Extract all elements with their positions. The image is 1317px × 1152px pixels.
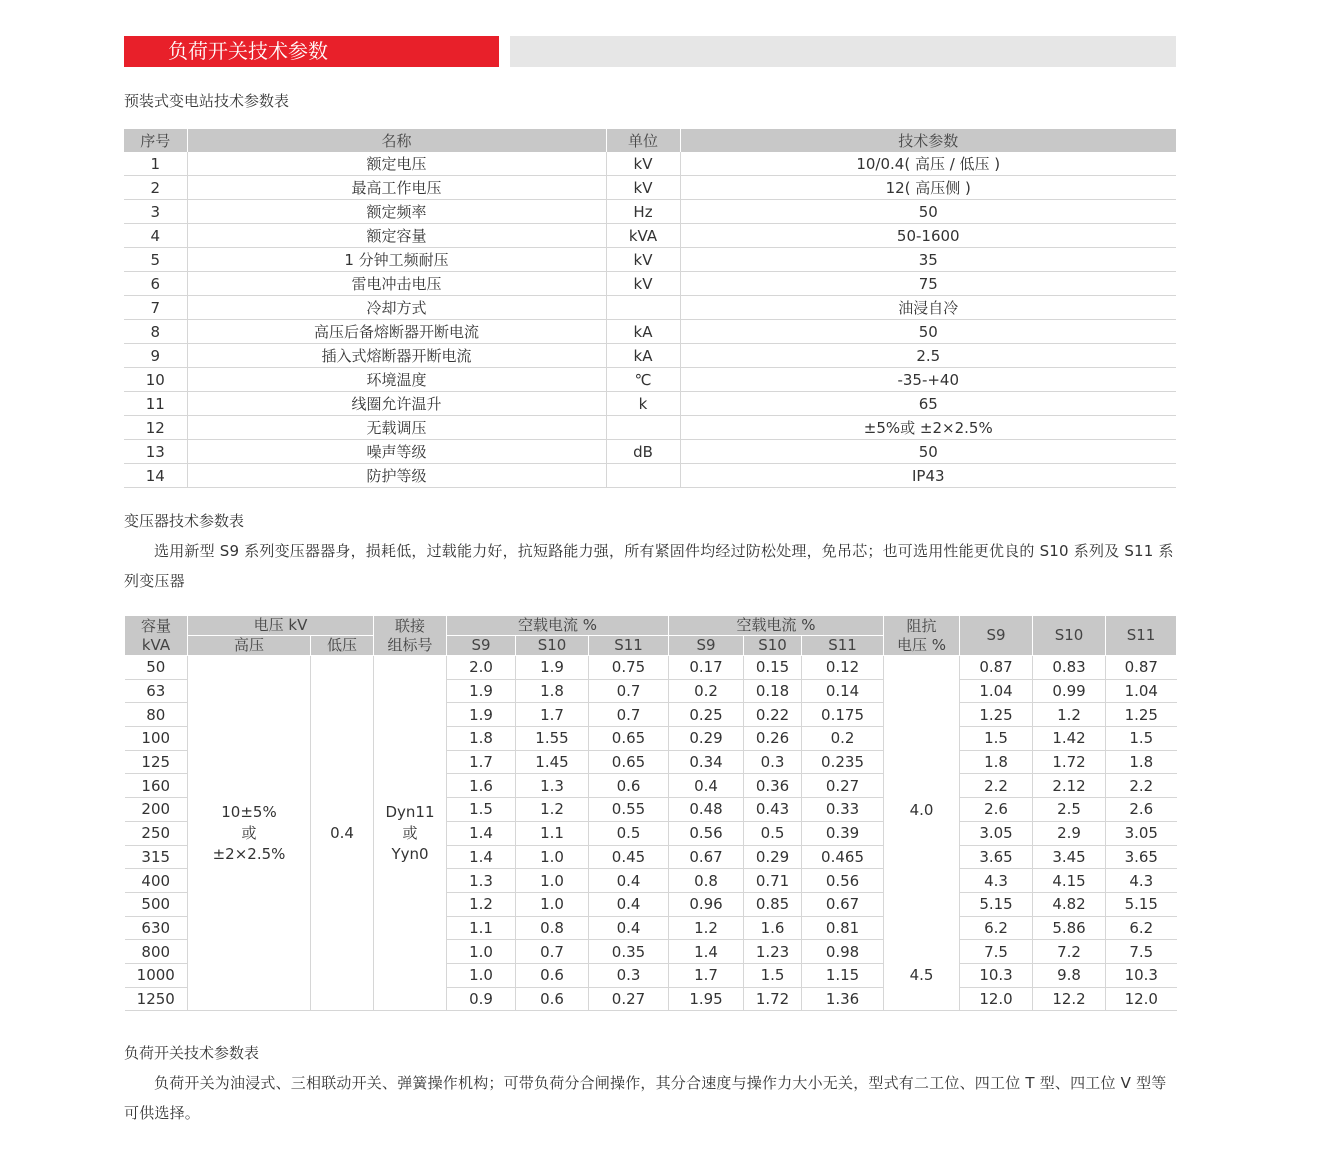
- cell-noload-a-s11: 0.5: [589, 821, 669, 845]
- row-value: 50: [680, 320, 1176, 344]
- noload-a-s9-header: S9: [447, 636, 516, 656]
- cell-noload-b-s10: 0.26: [744, 727, 802, 751]
- cell-noload-a-s9: 1.4: [447, 845, 516, 869]
- cell-noload-b-s9: 0.4: [669, 774, 744, 798]
- row-index: 8: [124, 320, 187, 344]
- capacity-header-line2: kVA: [141, 635, 171, 654]
- cell-noload-a-s11: 0.6: [589, 774, 669, 798]
- cell-s11: 1.25: [1106, 703, 1177, 727]
- transformer-spec-table: [124, 615, 1177, 1011]
- cell-noload-a-s11: 0.4: [589, 869, 669, 893]
- cell-s9: 5.15: [960, 892, 1033, 916]
- cell-capacity: 50: [125, 656, 188, 680]
- impedance-merged-cell-a: 4.0: [884, 656, 960, 964]
- cell-noload-a-s9: 1.2: [447, 892, 516, 916]
- cell-noload-b-s10: 1.6: [744, 916, 802, 940]
- cell-noload-a-s11: 0.45: [589, 845, 669, 869]
- row-name: 噪声等级: [187, 440, 606, 464]
- row-name: 高压后备熔断器开断电流: [187, 320, 606, 344]
- cell-noload-a-s10: 1.1: [516, 821, 589, 845]
- cell-noload-a-s9: 1.0: [447, 963, 516, 987]
- cell-noload-b-s9: 0.2: [669, 679, 744, 703]
- row-index: 2: [124, 176, 187, 200]
- cell-noload-a-s11: 0.75: [589, 656, 669, 680]
- cell-capacity: 250: [125, 821, 188, 845]
- row-value: 35: [680, 248, 1176, 272]
- cell-noload-b-s9: 0.34: [669, 750, 744, 774]
- cell-noload-a-s11: 0.35: [589, 940, 669, 964]
- cell-s10: 0.99: [1033, 679, 1106, 703]
- cell-s11: 12.0: [1106, 987, 1177, 1011]
- cell-noload-b-s11: 0.465: [802, 845, 884, 869]
- group-header-line1: 联接: [394, 616, 425, 635]
- cell-noload-b-s9: 1.7: [669, 963, 744, 987]
- cell-noload-a-s11: 0.3: [589, 963, 669, 987]
- spec-table-body: [124, 152, 1176, 488]
- row-unit: k: [606, 392, 680, 416]
- row-value: 50: [680, 200, 1176, 224]
- cell-capacity: 100: [125, 727, 188, 751]
- row-index: 4: [124, 224, 187, 248]
- cell-noload-a-s9: 1.1: [447, 916, 516, 940]
- row-index: 3: [124, 200, 187, 224]
- table-row: [124, 368, 1176, 392]
- cell-noload-b-s11: 0.81: [802, 916, 884, 940]
- impedance-merged-cell-b: 4.5: [884, 963, 960, 1010]
- cell-noload-b-s9: 0.29: [669, 727, 744, 751]
- row-name: 最高工作电压: [187, 176, 606, 200]
- cell-noload-b-s11: 0.2: [802, 727, 884, 751]
- cell-noload-a-s10: 1.7: [516, 703, 589, 727]
- row-unit: kA: [606, 320, 680, 344]
- cell-noload-b-s9: 0.25: [669, 703, 744, 727]
- s11-header: S11: [1106, 616, 1177, 656]
- cell-noload-b-s10: 1.72: [744, 987, 802, 1011]
- high-voltage-line-1: 10±5%: [221, 802, 277, 821]
- substation-spec-table: [124, 129, 1176, 488]
- cell-s10: 7.2: [1033, 940, 1106, 964]
- cell-noload-a-s11: 0.65: [589, 750, 669, 774]
- row-value: 12( 高压侧 ): [680, 176, 1176, 200]
- impedance-header-line2: 电压 %: [897, 635, 947, 654]
- cell-noload-b-s11: 0.56: [802, 869, 884, 893]
- cell-noload-b-s10: 0.3: [744, 750, 802, 774]
- cell-s11: 4.3: [1106, 869, 1177, 893]
- cell-s10: 9.8: [1033, 963, 1106, 987]
- row-index: 9: [124, 344, 187, 368]
- cell-noload-a-s9: 1.5: [447, 798, 516, 822]
- row-name: 额定电压: [187, 152, 606, 176]
- cell-noload-b-s11: 0.175: [802, 703, 884, 727]
- high-voltage-merged-cell: [188, 656, 311, 1011]
- cell-noload-a-s11: 0.7: [589, 703, 669, 727]
- cell-s10: 3.45: [1033, 845, 1106, 869]
- cell-noload-b-s10: 0.5: [744, 821, 802, 845]
- cell-capacity: 1000: [125, 963, 188, 987]
- cell-noload-a-s9: 1.0: [447, 940, 516, 964]
- connection-group-line-2: 或: [402, 823, 418, 842]
- row-index: 1: [124, 152, 187, 176]
- cell-noload-a-s10: 1.8: [516, 679, 589, 703]
- cell-noload-b-s9: 0.56: [669, 821, 744, 845]
- cell-s10: 2.12: [1033, 774, 1106, 798]
- cell-noload-a-s10: 1.0: [516, 892, 589, 916]
- high-voltage-header: 高压: [188, 636, 311, 656]
- row-name: 额定频率: [187, 200, 606, 224]
- section-title: 负荷开关技术参数: [168, 39, 328, 63]
- s10-header: S10: [1033, 616, 1106, 656]
- row-index: 12: [124, 416, 187, 440]
- cell-s10: 2.5: [1033, 798, 1106, 822]
- row-unit: [606, 296, 680, 320]
- cell-s10: 4.82: [1033, 892, 1106, 916]
- row-value: 50: [680, 440, 1176, 464]
- cell-noload-a-s10: 0.6: [516, 963, 589, 987]
- high-voltage-line-2: 或: [241, 823, 257, 842]
- cell-noload-b-s9: 0.67: [669, 845, 744, 869]
- connection-group-line-1: Dyn11: [385, 802, 435, 821]
- row-unit: [606, 416, 680, 440]
- cell-noload-b-s10: 1.23: [744, 940, 802, 964]
- cell-s11: 0.87: [1106, 656, 1177, 680]
- voltage-header: 电压 kV: [188, 616, 374, 636]
- cell-noload-b-s10: 0.29: [744, 845, 802, 869]
- table-row: [124, 176, 1176, 200]
- cell-noload-b-s9: 0.17: [669, 656, 744, 680]
- row-unit: Hz: [606, 200, 680, 224]
- cell-noload-a-s10: 0.6: [516, 987, 589, 1011]
- row-unit: kV: [606, 248, 680, 272]
- cell-s9: 1.5: [960, 727, 1033, 751]
- cell-noload-b-s11: 0.33: [802, 798, 884, 822]
- cell-s10: 1.42: [1033, 727, 1106, 751]
- row-index: 10: [124, 368, 187, 392]
- row-name: 环境温度: [187, 368, 606, 392]
- cell-s11: 7.5: [1106, 940, 1177, 964]
- cell-s10: 0.83: [1033, 656, 1106, 680]
- cell-noload-b-s10: 0.36: [744, 774, 802, 798]
- cell-capacity: 800: [125, 940, 188, 964]
- cell-noload-b-s9: 1.4: [669, 940, 744, 964]
- row-name: 插入式熔断器开断电流: [187, 344, 606, 368]
- cell-noload-a-s9: 1.3: [447, 869, 516, 893]
- cell-capacity: 80: [125, 703, 188, 727]
- cell-capacity: 400: [125, 869, 188, 893]
- col-header-unit: 单位: [606, 129, 680, 152]
- cell-noload-b-s10: 0.71: [744, 869, 802, 893]
- cell-s10: 1.72: [1033, 750, 1106, 774]
- cell-capacity: 125: [125, 750, 188, 774]
- row-value: -35-+40: [680, 368, 1176, 392]
- group-header: [374, 616, 447, 656]
- section-header: [124, 36, 1176, 67]
- cell-noload-a-s9: 1.6: [447, 774, 516, 798]
- trans-header-row-1: [125, 616, 1177, 636]
- noload-a-s10-header: S10: [516, 636, 589, 656]
- cell-capacity: 160: [125, 774, 188, 798]
- row-value: 50-1600: [680, 224, 1176, 248]
- cell-s9: 10.3: [960, 963, 1033, 987]
- cell-s9: 4.3: [960, 869, 1033, 893]
- cell-s9: 3.65: [960, 845, 1033, 869]
- cell-capacity: 200: [125, 798, 188, 822]
- cell-capacity: 63: [125, 679, 188, 703]
- cell-s9: 1.25: [960, 703, 1033, 727]
- cell-noload-b-s11: 0.235: [802, 750, 884, 774]
- cell-s11: 6.2: [1106, 916, 1177, 940]
- cell-s11: 1.04: [1106, 679, 1177, 703]
- row-value: 油浸自冷: [680, 296, 1176, 320]
- row-index: 14: [124, 464, 187, 488]
- cell-s9: 1.04: [960, 679, 1033, 703]
- cell-s11: 10.3: [1106, 963, 1177, 987]
- table-row: [124, 464, 1176, 488]
- cell-s11: 1.8: [1106, 750, 1177, 774]
- row-index: 6: [124, 272, 187, 296]
- row-unit: [606, 464, 680, 488]
- row-value: 10/0.4( 高压 / 低压 ): [680, 152, 1176, 176]
- high-voltage-line-3: ±2×2.5%: [212, 844, 286, 863]
- cell-noload-b-s11: 0.98: [802, 940, 884, 964]
- col-header-value: 技术参数: [680, 129, 1176, 152]
- table-row: [124, 320, 1176, 344]
- noload-b-s9-header: S9: [669, 636, 744, 656]
- noload-current-header-b: 空载电流 %: [669, 616, 884, 636]
- cell-noload-b-s11: 0.39: [802, 821, 884, 845]
- row-value: IP43: [680, 464, 1176, 488]
- cell-s9: 3.05: [960, 821, 1033, 845]
- cell-noload-b-s10: 0.43: [744, 798, 802, 822]
- cell-noload-a-s9: 2.0: [447, 656, 516, 680]
- table-row: [124, 224, 1176, 248]
- table-row: [124, 344, 1176, 368]
- cell-s9: 1.8: [960, 750, 1033, 774]
- connection-group-line-3: Yyn0: [391, 844, 429, 863]
- s9-header: S9: [960, 616, 1033, 656]
- cell-s11: 3.05: [1106, 821, 1177, 845]
- row-index: 13: [124, 440, 187, 464]
- cell-noload-b-s11: 1.15: [802, 963, 884, 987]
- row-unit: dB: [606, 440, 680, 464]
- row-value: 2.5: [680, 344, 1176, 368]
- row-name: 额定容量: [187, 224, 606, 248]
- capacity-header: [125, 616, 188, 656]
- capacity-header-line1: 容量: [140, 616, 171, 635]
- low-voltage-header: 低压: [311, 636, 374, 656]
- row-name: 雷电冲击电压: [187, 272, 606, 296]
- row-name: 冷却方式: [187, 296, 606, 320]
- cell-s9: 2.2: [960, 774, 1033, 798]
- cell-noload-a-s11: 0.55: [589, 798, 669, 822]
- cell-noload-b-s9: 0.96: [669, 892, 744, 916]
- row-unit: kV: [606, 176, 680, 200]
- impedance-header-line1: 阻抗: [906, 616, 937, 635]
- transformer-table-caption: 变压器技术参数表: [124, 512, 245, 530]
- row-value: 75: [680, 272, 1176, 296]
- cell-noload-b-s9: 1.2: [669, 916, 744, 940]
- cell-noload-a-s10: 1.0: [516, 869, 589, 893]
- row-value: ±5%或 ±2×2.5%: [680, 416, 1176, 440]
- noload-a-s11-header: S11: [589, 636, 669, 656]
- row-unit: kV: [606, 152, 680, 176]
- cell-s10: 1.2: [1033, 703, 1106, 727]
- cell-noload-a-s9: 1.7: [447, 750, 516, 774]
- spec-table-caption: 预装式变电站技术参数表: [124, 92, 290, 110]
- table-row: [124, 296, 1176, 320]
- cell-noload-b-s11: 0.27: [802, 774, 884, 798]
- cell-noload-b-s11: 0.67: [802, 892, 884, 916]
- row-name: 无载调压: [187, 416, 606, 440]
- row-index: 5: [124, 248, 187, 272]
- cell-s9: 0.87: [960, 656, 1033, 680]
- cell-noload-a-s11: 0.4: [589, 916, 669, 940]
- col-header-name: 名称: [187, 129, 606, 152]
- cell-noload-a-s9: 1.4: [447, 821, 516, 845]
- low-voltage-merged-cell: 0.4: [311, 656, 374, 1011]
- cell-capacity: 630: [125, 916, 188, 940]
- cell-s9: 7.5: [960, 940, 1033, 964]
- cell-s10: 12.2: [1033, 987, 1106, 1011]
- cell-noload-a-s9: 1.8: [447, 727, 516, 751]
- cell-noload-a-s10: 1.9: [516, 656, 589, 680]
- cell-noload-a-s11: 0.7: [589, 679, 669, 703]
- cell-noload-a-s9: 1.9: [447, 703, 516, 727]
- row-unit: kVA: [606, 224, 680, 248]
- row-unit: ℃: [606, 368, 680, 392]
- row-name: 防护等级: [187, 464, 606, 488]
- cell-s10: 2.9: [1033, 821, 1106, 845]
- cell-noload-a-s9: 1.9: [447, 679, 516, 703]
- table-row: [124, 272, 1176, 296]
- cell-noload-a-s11: 0.65: [589, 727, 669, 751]
- table-row: [124, 416, 1176, 440]
- table-row: [124, 248, 1176, 272]
- cell-s9: 2.6: [960, 798, 1033, 822]
- row-index: 7: [124, 296, 187, 320]
- cell-noload-b-s10: 0.22: [744, 703, 802, 727]
- cell-s11: 2.2: [1106, 774, 1177, 798]
- cell-noload-a-s10: 1.45: [516, 750, 589, 774]
- cell-capacity: 1250: [125, 987, 188, 1011]
- spec-header-row: [124, 129, 1176, 152]
- cell-s11: 1.5: [1106, 727, 1177, 751]
- cell-s11: 2.6: [1106, 798, 1177, 822]
- row-unit: kV: [606, 272, 680, 296]
- row-name: 1 分钟工频耐压: [187, 248, 606, 272]
- cell-s11: 3.65: [1106, 845, 1177, 869]
- cell-capacity: 500: [125, 892, 188, 916]
- table-row: [124, 200, 1176, 224]
- table-row: [124, 440, 1176, 464]
- cell-noload-a-s11: 0.27: [589, 987, 669, 1011]
- cell-noload-b-s11: 0.12: [802, 656, 884, 680]
- cell-noload-b-s9: 1.95: [669, 987, 744, 1011]
- col-header-index: 序号: [124, 129, 187, 152]
- cell-noload-b-s10: 0.85: [744, 892, 802, 916]
- cell-s10: 4.15: [1033, 869, 1106, 893]
- cell-s10: 5.86: [1033, 916, 1106, 940]
- cell-noload-a-s10: 1.2: [516, 798, 589, 822]
- cell-s9: 6.2: [960, 916, 1033, 940]
- load-switch-description: 负荷开关为油浸式、三相联动开关、弹簧操作机构；可带负荷分合闸操作，其分合速度与操作力大小无关，型式有二工位、四工位 T 型、四工位 V 型等可供选择。: [124, 1074, 1167, 1122]
- table-row: [125, 656, 1177, 680]
- row-name: 线圈允许温升: [187, 392, 606, 416]
- cell-noload-a-s10: 0.7: [516, 940, 589, 964]
- cell-noload-a-s10: 1.3: [516, 774, 589, 798]
- cell-noload-b-s10: 1.5: [744, 963, 802, 987]
- cell-noload-a-s11: 0.4: [589, 892, 669, 916]
- cell-noload-b-s10: 0.18: [744, 679, 802, 703]
- table-row: [124, 152, 1176, 176]
- cell-s9: 12.0: [960, 987, 1033, 1011]
- cell-noload-a-s9: 0.9: [447, 987, 516, 1011]
- header-gray-bar: [510, 36, 1176, 67]
- cell-noload-b-s9: 0.48: [669, 798, 744, 822]
- row-value: 65: [680, 392, 1176, 416]
- transformer-table-body: [125, 656, 1177, 1011]
- noload-b-s11-header: S11: [802, 636, 884, 656]
- load-switch-caption: 负荷开关技术参数表: [124, 1044, 260, 1062]
- cell-capacity: 315: [125, 845, 188, 869]
- cell-noload-b-s11: 0.14: [802, 679, 884, 703]
- noload-current-header-a: 空载电流 %: [447, 616, 669, 636]
- cell-s11: 5.15: [1106, 892, 1177, 916]
- row-index: 11: [124, 392, 187, 416]
- cell-noload-a-s10: 0.8: [516, 916, 589, 940]
- row-unit: kA: [606, 344, 680, 368]
- impedance-header: [884, 616, 960, 656]
- cell-noload-b-s10: 0.15: [744, 656, 802, 680]
- connection-group-merged-cell: [374, 656, 447, 1011]
- transformer-description: 选用新型 S9 系列变压器器身，损耗低，过载能力好，抗短路能力强，所有紧固件均经过防松处理，免吊芯；也可选用性能更优良的 S10 系列及 S11 系列变压器: [124, 542, 1174, 590]
- group-header-line2: 组标号: [387, 635, 433, 654]
- cell-noload-a-s10: 1.55: [516, 727, 589, 751]
- cell-noload-b-s11: 1.36: [802, 987, 884, 1011]
- cell-noload-a-s10: 1.0: [516, 845, 589, 869]
- noload-b-s10-header: S10: [744, 636, 802, 656]
- cell-noload-b-s9: 0.8: [669, 869, 744, 893]
- table-row: [124, 392, 1176, 416]
